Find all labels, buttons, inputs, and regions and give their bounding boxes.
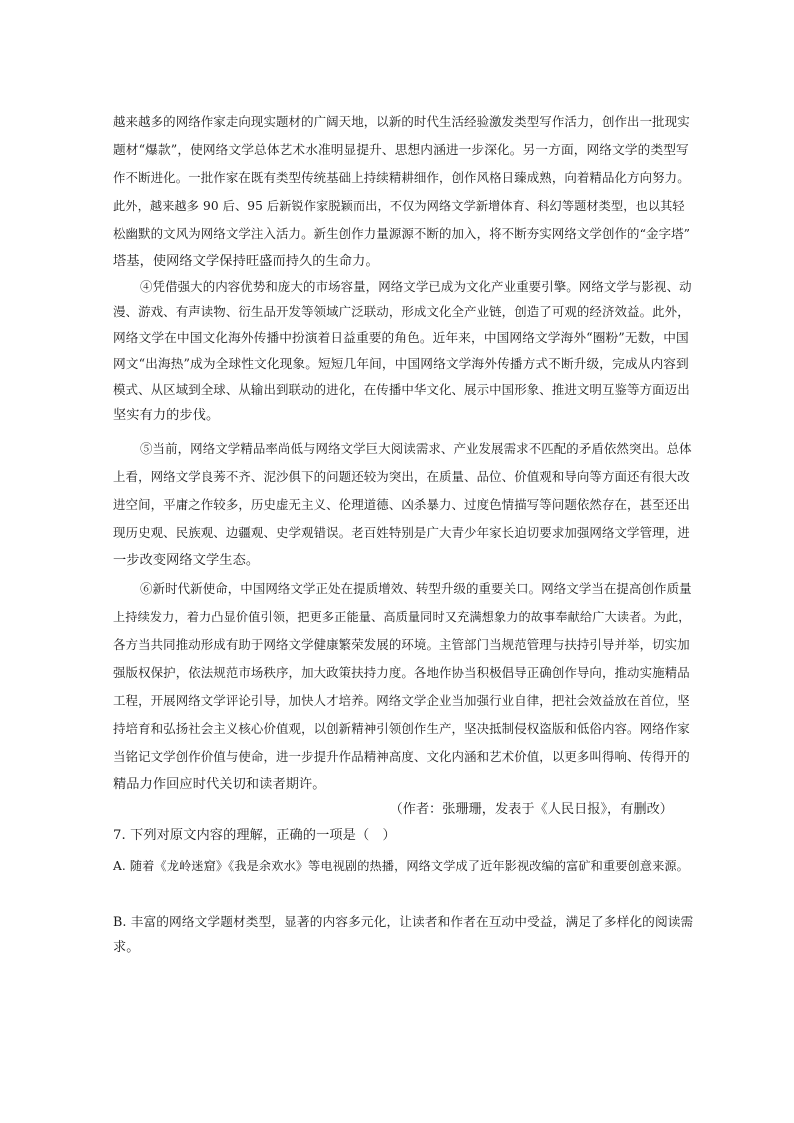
text-line: 精品力作回应时代关切和读者期许。 <box>113 777 326 792</box>
text-line: 越来越多的网络作家走向现实题材的广阔天地，以新的时代生活经验激发类型写作活力，创作出一批现实 <box>113 114 690 129</box>
text-line: 现历史观、民族观、边疆观、史学观错误。老百姓特别是广大青少年家长迫切要求加强网络文学管理，进 <box>113 525 690 540</box>
option-a: A. 随着《龙岭迷窟》《我是余欢水》等电视剧的热播，网络文学成了近年影视改编的富矿和重要创意来源。 <box>113 859 689 873</box>
text-line: 此外，越来越多 90 后、95 后新锐作家脱颖而出，不仅为网络文学新增体育、科幻等题材类型，也以其轻 <box>113 199 685 213</box>
text-line: ⑥新时代新使命，中国网络文学正处在提质增效、转型升级的重要关口。网络文学当在提高创作质量 <box>140 581 692 596</box>
text-line: 网文“出海热”成为全球性文化现象。短短几年间，中国网络文学海外传播方式不断升级，完成从内容到 <box>113 356 689 371</box>
text-line: 塔基，使网络文学保持旺盛而持久的生命力。 <box>113 254 379 269</box>
text-line: 持培育和弘扬社会主义核心价值观，以创新精神引领创作生产，坚决抵制侵权盗版和低俗内容。网络作家 <box>113 721 690 736</box>
text-line: 上持续发力，着力凸显价值引领，把更多正能量、高质量同时又充满想象力的故事奉献给广大读者。为此， <box>113 610 691 624</box>
text-line: 漫、游戏、有声读物、衍生品开发等领域广泛联动，形成文化全产业链，创造了可观的经济效益。此外， <box>113 304 690 319</box>
text-line: ⑤当前，网络文学精品率尚低与网络文学巨大阅读需求、产业发展需求不匹配的矛盾依然突出。总体 <box>140 441 692 456</box>
text-line: 模式、从区域到全球、从输出到联动的进化，在传播中华文化、展示中国形象、推进文明互鉴等方面迈出 <box>113 382 690 397</box>
text-line: 工程，开展网络文学评论引导，加快人才培养。网络文学企业当加强行业自律，把社会效益放在首位，坚 <box>113 693 690 708</box>
text-line: 进空间，平庸之作较多，历史虚无主义、伦理道德、凶杀暴力、过度色情描写等问题依然存在，甚至还出 <box>113 497 690 512</box>
question-stem: 7. 下列对原文内容的理解，正确的一项是（ ） <box>113 828 396 843</box>
text-line: 松幽默的文风为网络文学注入活力。新生创作力量源源不断的加入，将不断夯实网络文学创作的“金字塔” <box>113 226 691 241</box>
text-line: 一步改变网络文学生态。 <box>113 553 260 568</box>
text-line: 作不断进化。一批作家在既有类型传统基础上持续精耕细作，创作风格日臻成熟，向着精品化方向努力。 <box>113 170 690 185</box>
text-line: 题材“爆款”，使网络文学总体艺术水准明显提升、思想内涵进一步深化。另一方面，网络文学的类型写 <box>113 142 689 157</box>
text-line: 强版权保护，依法规范市场秩序，加大政策扶持力度。各地作协当积极倡导正确创作导向，推动实施精品 <box>113 665 690 680</box>
text-line: 坚实有力的步伐。 <box>113 408 220 423</box>
text-line: 各方当共同推动形成有助于网络文学健康繁荣发展的环境。主管部门当规范管理与扶持引导并举，切实加 <box>113 637 690 652</box>
source-attribution: （作者：张珊珊，发表于《人民日报》，有删改） <box>389 802 673 817</box>
text-line: 网络文学在中国文化海外传播中扮演着日益重要的角色。近年来，中国网络文学海外“圈粉”无数，中国 <box>113 330 689 345</box>
text-line: ④凭借强大的内容优势和庞大的市场容量，网络文学已成为文化产业重要引擎。网络文学与影视、动 <box>140 279 692 294</box>
text-line: B. 丰富的网络文学题材类型，显著的内容多元化，让读者和作者在互动中受益，满足了多样化的阅读需 <box>113 914 694 929</box>
text-line: 求。 <box>113 940 140 955</box>
text-line: 上看，网络文学良莠不齐、泥沙俱下的问题还较为突出，在质量、品位、价值观和导向等方面还有很大改 <box>113 469 690 484</box>
text-line: 当铭记文学创作价值与使命，进一步提升作品精神高度、文化内涵和艺术价值，以更多叫得响、传得开的 <box>113 749 690 764</box>
